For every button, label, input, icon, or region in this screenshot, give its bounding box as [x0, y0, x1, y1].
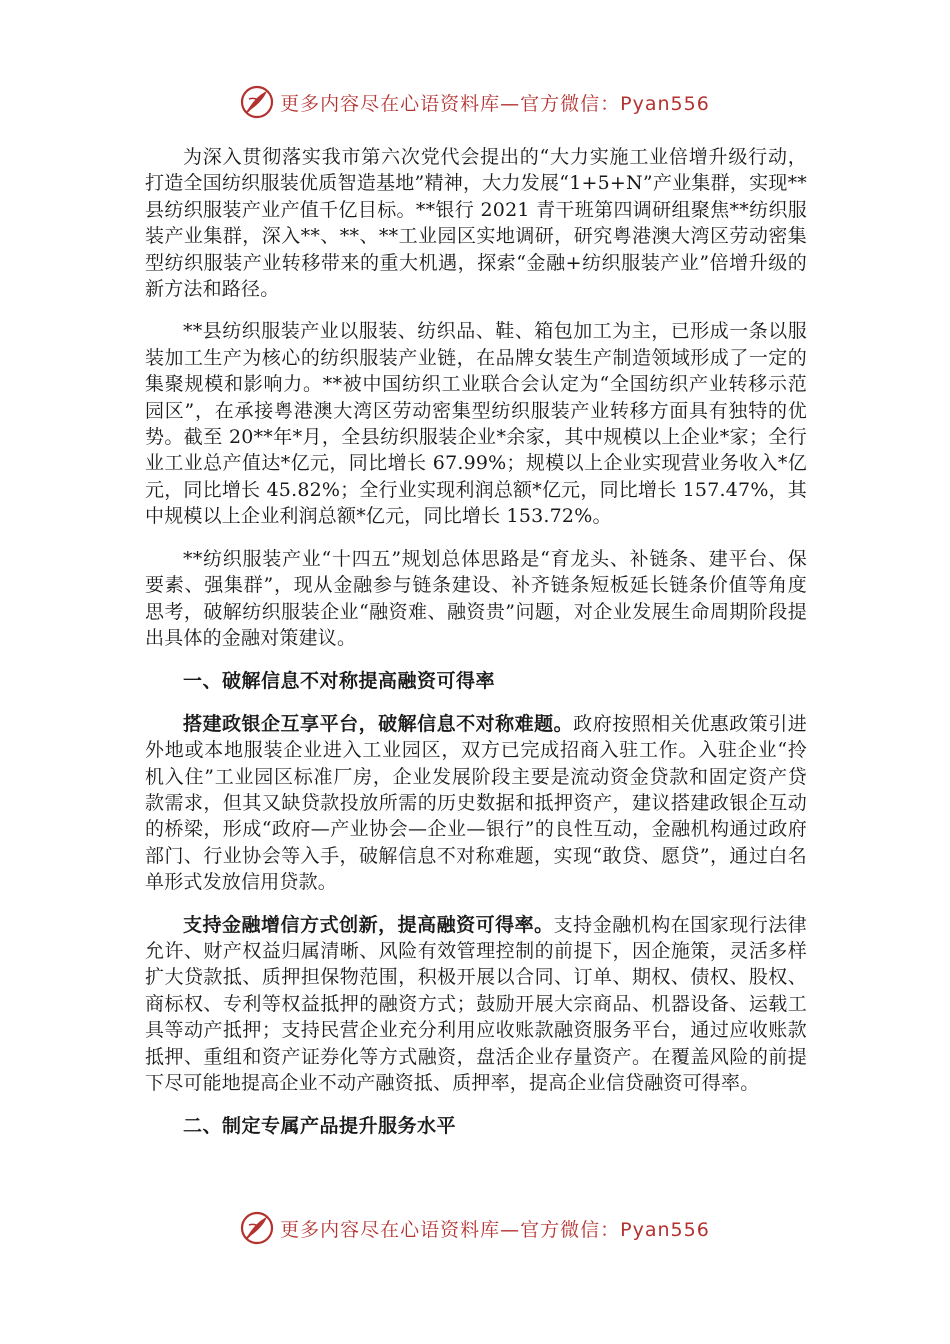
banner-inner-bottom: [240, 1211, 710, 1245]
section-heading-2: 二、制定专属产品提升服务水平: [183, 1115, 457, 1138]
paragraph-plan: **纺织服装产业“十四五”规划总体思路是“育龙头、补链条、建平台、保要素、强集群”，现从金融参与链条建设、补齐链条短板延长链条价值等角度思考，破解纺织服装企业“融资难、融资贵”问题，对企业发展生命周期阶段提出具体的金融对策建议。: [145, 547, 807, 649]
banner-text-bottom: 更多内容尽在心语资料库—官方微信：Pyan556: [280, 1218, 710, 1241]
document-body: [145, 144, 807, 1140]
footer-banner: [0, 1208, 950, 1248]
section1-item1-lead: 搭建政银企互享平台，破解信息不对称难题。: [183, 712, 574, 735]
section1-item1-body: 政府按照相关优惠政策引进外地或本地服装企业进入工业园区，双方已完成招商入驻工作。入驻企业“拎机入住”工业园区标准厂房，企业发展阶段主要是流动资金贷款和固定资产贷款需求，但其又缺贷款投放所需的历史数据和抵押资产，建议搭建政银企互动的桥梁，形成“政府—产业协会—企业—银行”的良性互动，金融机构通过政府部门、行业协会等入手，破解信息不对称难题，实现“敢贷、愿贷”，通过白名单形式发放信用贷款。: [145, 712, 807, 894]
section1-item2-lead: 支持金融增信方式创新，提高融资可得率。: [183, 913, 554, 936]
section1-item2-body: 支持金融机构在国家现行法律允许、财产权益归属清晰、风险有效管理控制的前提下，因企施策，灵活多样扩大贷款抵、质押担保物范围，积极开展以合同、订单、期权、债权、股权、商标权、专利等权益抵押的融资方式；鼓励开展大宗商品、机器设备、运载工具等动产抵押；支持民营企业充分利用应收账款融资服务平台，通过应收账款抵押、重组和资产证券化等方式融资，盘活企业存量资产。在覆盖风险的前提下尽可能地提高企业不动产融资抵、质押率，提高企业信贷融资可得率。: [145, 913, 807, 1094]
quill-logo-icon: [240, 1211, 274, 1245]
section-heading-1: 一、破解信息不对称提高融资可得率: [183, 670, 496, 693]
quill-logo-icon: [240, 85, 274, 119]
paragraph-intro: 为深入贯彻落实我市第六次党代会提出的“大力实施工业倍增升级行动，打造全国纺织服装优质智造基地”精神，大力发展“1+5+N”产业集群，实现**县纺织服装产业产值千亿目标。**银行 2021 青干班第四调研组聚焦**纺织服装产业集群，深入**、**、**工业园区实地调研，研究粤港澳大湾区劳动密集型纺织服装产业转移带来的重大机遇，探索“金融+纺织服装产业”倍增升级的新方法和路径。: [145, 146, 807, 301]
banner-text: 更多内容尽在心语资料库—官方微信：Pyan556: [280, 92, 710, 115]
section1-item1: [145, 711, 807, 896]
banner-inner: [240, 85, 710, 119]
paragraph-industry-overview: **县纺织服装产业以服装、纺织品、鞋、箱包加工为主，已形成一条以服装加工生产为核心的纺织服装产业链，在品牌女装生产制造领域形成了一定的集聚规模和影响力。**被中国纺织工业联合会认定为“全国纺织产业转移示范园区”，在承接粤港澳大湾区劳动密集型纺织服装产业转移方面具有独特的优势。截至 20**年*月，全县纺织服装企业*余家，其中规模以上企业*家；全行业工业总产值达*亿元，同比增长 67.99%；规模以上企业实现营业务收入*亿元，同比增长 45.82%；全行业实现利润总额*亿元，同比增长 157.47%，其中规模以上企业利润总额*亿元，同比增长 153.72%。: [145, 320, 807, 528]
section1-item2: [145, 912, 807, 1097]
header-banner: [0, 82, 950, 122]
